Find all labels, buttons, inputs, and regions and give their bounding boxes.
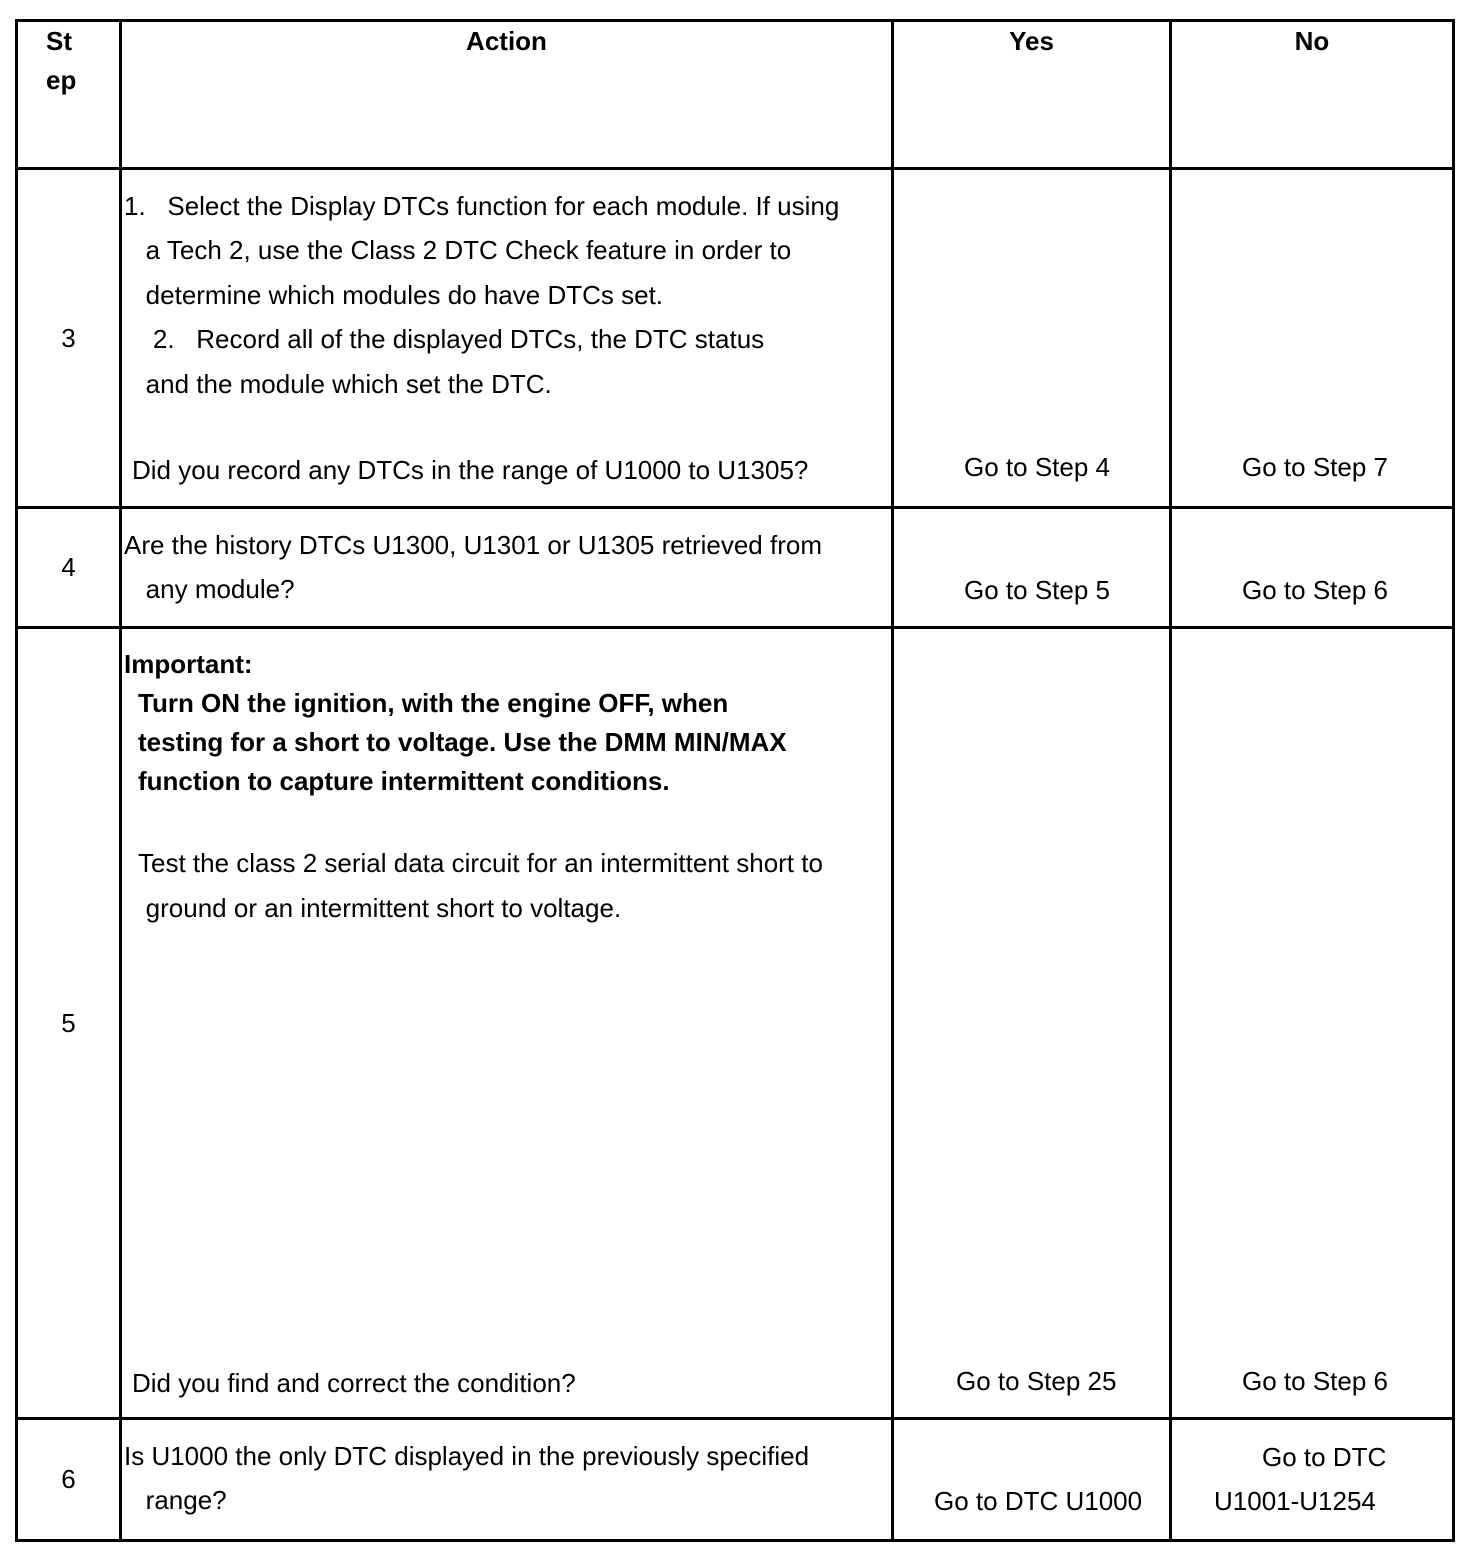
yes-answer: Go to Step 4 <box>964 452 1110 482</box>
action-question: Did you record any DTCs in the range of U1000 to U1305? <box>132 455 809 485</box>
action-line: Is U1000 the only DTC displayed in the previously specified <box>124 1441 810 1471</box>
important-line: testing for a short to voltage. Use the DMM MIN/MAX <box>138 727 787 757</box>
action-line: Are the history DTCs U1300, U1301 or U1305 retrieved from <box>124 530 822 560</box>
action-line: 1. Select the Display DTCs function for each module. If using <box>124 191 840 221</box>
yes-cell <box>893 508 1171 628</box>
action-line: determine which modules do have DTCs set. <box>124 280 664 310</box>
action-line: and the module which set the DTC. <box>124 369 552 399</box>
yes-answer: Go to DTC U1000 <box>934 1486 1143 1516</box>
no-answer: Go to Step 6 <box>1242 575 1388 605</box>
action-cell <box>121 508 893 628</box>
step-number: 5 <box>17 628 121 1419</box>
action-line: Test the class 2 serial data circuit for an intermittent short to <box>124 848 823 878</box>
important-line: function to capture intermittent conditions. <box>138 766 670 796</box>
step-number: 4 <box>17 508 121 628</box>
header-yes: Yes <box>893 21 1171 169</box>
no-cell <box>1171 508 1454 628</box>
yes-answer: Go to Step 5 <box>964 575 1110 605</box>
yes-cell <box>893 169 1171 508</box>
table-row <box>17 628 1454 1419</box>
no-answer: Go to Step 7 <box>1242 452 1388 482</box>
table-row <box>17 1419 1454 1541</box>
action-line: range? <box>124 1485 227 1515</box>
action-line: a Tech 2, use the Class 2 DTC Check feature in order to <box>124 235 792 265</box>
header-action: Action <box>121 21 893 169</box>
no-answer-line: Go to DTC <box>1262 1442 1387 1472</box>
table-row <box>17 508 1454 628</box>
header-step: St ep <box>17 21 121 169</box>
no-answer: Go to Step 6 <box>1242 1366 1388 1396</box>
no-answer-line: U1001-U1254 <box>1214 1486 1376 1516</box>
no-cell <box>1171 169 1454 508</box>
no-cell <box>1171 1419 1454 1541</box>
step-number: 6 <box>17 1419 121 1541</box>
action-line: ground or an intermittent short to voltage. <box>124 893 622 923</box>
action-cell <box>121 169 893 508</box>
step-number: 3 <box>17 169 121 508</box>
important-label: Important: <box>124 649 253 679</box>
important-line: Turn ON the ignition, with the engine OFF, when <box>138 688 729 718</box>
no-cell <box>1171 628 1454 1419</box>
yes-cell <box>893 1419 1171 1541</box>
yes-answer: Go to Step 25 <box>956 1366 1117 1396</box>
header-row <box>17 21 1454 169</box>
action-cell <box>121 628 893 1419</box>
diagnostic-table <box>15 19 1455 1542</box>
action-line: 2. Record all of the displayed DTCs, the DTC status <box>124 324 765 354</box>
table-row <box>17 169 1454 508</box>
yes-cell <box>893 628 1171 1419</box>
action-cell <box>121 1419 893 1541</box>
header-no: No <box>1171 21 1454 169</box>
action-question: Did you find and correct the condition? <box>132 1368 576 1398</box>
action-line: any module? <box>124 574 295 604</box>
